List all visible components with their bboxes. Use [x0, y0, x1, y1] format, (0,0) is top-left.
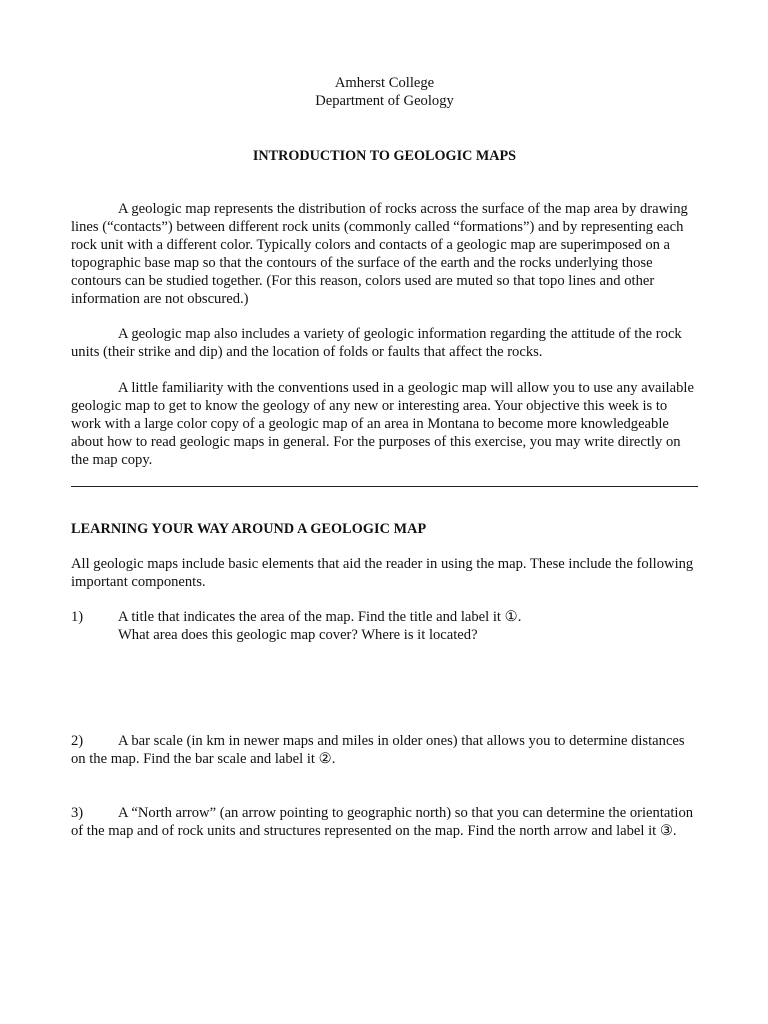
- item-text: A title that indicates the area of the map. Find the title and label it ①.: [118, 609, 522, 625]
- item-text: A bar scale (in km in newer maps and miles in older ones) that allows you to determine distances on the map. Find the bar scale and label it ②.: [71, 733, 685, 767]
- list-item-3: [71, 804, 698, 840]
- list-item-1: [71, 608, 698, 644]
- department-name: Department of Geology: [315, 93, 454, 109]
- institution-name: Amherst College: [334, 75, 435, 91]
- item-number: 2): [71, 733, 84, 749]
- item-number: 3): [71, 805, 84, 821]
- paragraph-2: A geologic map also includes a variety of geologic information regarding the attitude of the rock units (their strike and dip) and the location of folds or faults that affect the rocks.: [71, 326, 682, 360]
- list-item-2: [71, 732, 698, 768]
- document-header: [71, 74, 698, 110]
- section-intro: All geologic maps include basic elements that aid the reader in using the map. These include the following important components.: [71, 556, 694, 590]
- paragraph-3: A little familiarity with the conventions used in a geologic map will allow you to use any available geologic map to get to know the geology of any new or interesting area. Your objective this week is to work with a large color copy of a geologic map of an area in Montana to become more knowledgeable about how to read geologic maps in general. For the purposes of this exercise, you may write directly on the map copy.: [71, 380, 694, 468]
- section-heading: LEARNING YOUR WAY AROUND A GEOLOGIC MAP: [71, 521, 427, 537]
- document-page: [71, 74, 698, 840]
- item-text: A “North arrow” (an arrow pointing to geographic north) so that you can determine the orientation of the map and of rock units and structures represented on the map. Find the north arrow and label it ③.: [71, 805, 694, 839]
- section-divider: [71, 486, 698, 487]
- item-number: 1): [71, 609, 84, 625]
- item-question: What area does this geologic map cover? Where is it located?: [118, 627, 478, 643]
- paragraph-1: A geologic map represents the distribution of rocks across the surface of the map area by drawing lines (“contacts”) between different rock units (commonly called “formations”) and by representing each rock unit with a different color. Typically colors and contacts of a geologic map are superimposed on a topographic base map so that the contours of the surface of the earth and the rocks underlying those contours can be studied together. (For this reason, colors used are muted so that topo lines and other information are not obscured.): [71, 201, 688, 307]
- document-title: INTRODUCTION TO GEOLOGIC MAPS: [252, 148, 517, 164]
